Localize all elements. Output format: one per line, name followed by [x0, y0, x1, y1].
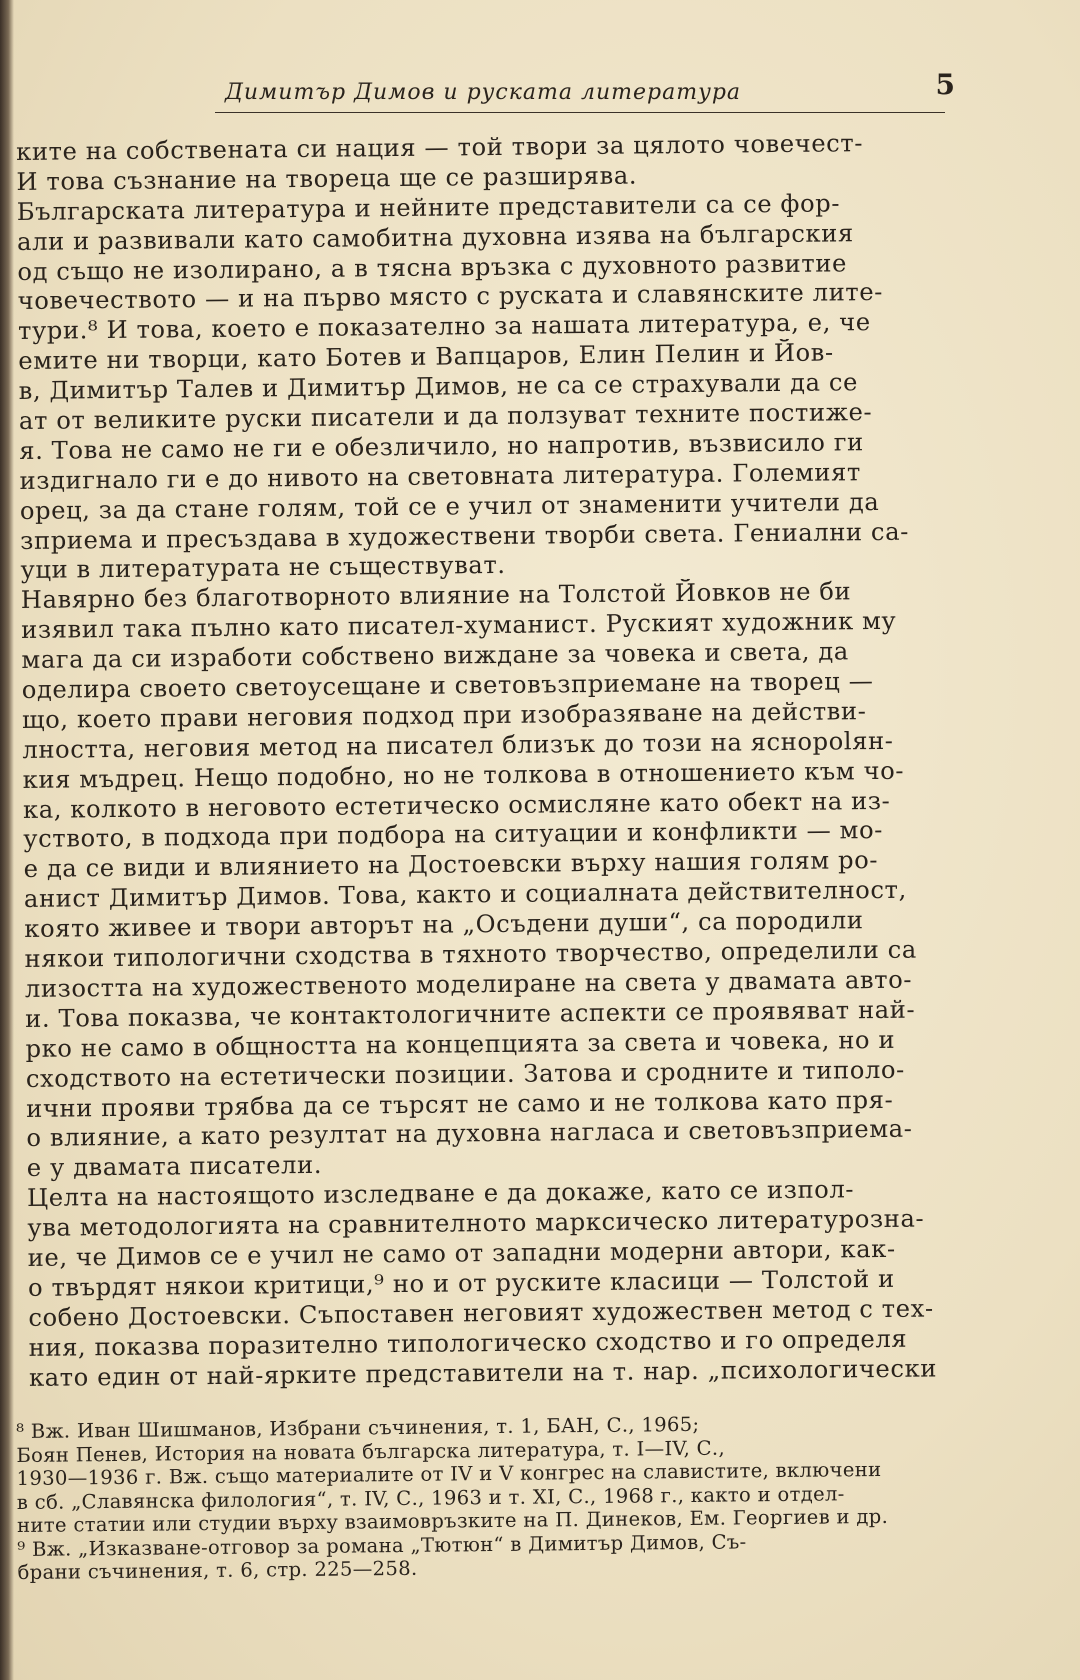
text-line: Целта на настоящото изследване е да докаже, като се изпол- [26, 1175, 855, 1213]
text-line: али и развивали като самобитна духовна изява на българския [16, 218, 854, 256]
page-number: 5 [935, 68, 955, 101]
text-line: о твърдят някои критици,⁹ но и от руските класици — Толстой и [27, 1264, 895, 1302]
text-line: зприема и пресъздава в художествени творби света. Гениални са- [20, 517, 910, 555]
footnote-line: 1930—1936 г. Вж. също материалите от IV и V конгрес на славистите, включени [16, 1457, 882, 1490]
text-line: е у двамата писатели. [26, 1151, 323, 1183]
text-line: и. Това показва, че контактологичните аспекти се проявяват най- [25, 995, 916, 1033]
text-line: като един от най-ярките представители на т. нар. „психологически [28, 1353, 938, 1392]
text-line: ките на собствената си нация — той твори за цялото човечест- [16, 129, 864, 166]
text-line: о влияние, а като резултат на духовна нагласа и световъзприема- [26, 1115, 913, 1153]
text-line: я. Това не само не ги е обезличило, но напротив, възвисило ги [19, 428, 864, 465]
text-line: сходството на естетически позиции. Затова и сродните и типоло- [25, 1055, 905, 1093]
text-line: която живее и твори авторът на „Осъдени души“, са породили [24, 906, 864, 944]
text-line: собено Достоевски. Съпоставен неговият художествен метод с тех- [28, 1294, 934, 1332]
text-line: Българската литература и нейните представители са се фор- [16, 189, 841, 226]
footnote-line: ните статии или студии върху взаимовръзките на П. Динеков, Ем. Георгиев и др. [16, 1504, 889, 1537]
text-line: лността, неговия метод на писател близък до този на ясноpolян- [22, 726, 894, 764]
text-line: рко не само в общността на концепцията за света и човека, но и [25, 1025, 896, 1063]
text-line: ат от великите руски писатели и да ползуват техните постиже- [18, 398, 873, 435]
page-header [215, 68, 955, 114]
text-line: тури.⁸ И това, което е показателно за нашата литература, е, че [17, 308, 871, 346]
running-head: Димитър Димов и руската литература [225, 80, 742, 105]
footnote-line: ⁹ Вж. „Изказване-отговор за романа „Тютюн“ в Димитър Димов, Съ- [17, 1529, 747, 1561]
text-line: човечеството — и на първо място с руската и славянските лите- [17, 278, 884, 316]
text-line: емите ни творци, като Ботев и Вапцаров, Елин Пелин и Йов- [18, 338, 834, 376]
text-line: ува методологията на сравнителното марксическо литературозна- [27, 1204, 925, 1243]
text-line: уци в литературата не съществуват. [20, 551, 506, 585]
binding-shadow [0, 0, 14, 1680]
text-line: изявил така пълно като писател-хуманист. Руският художник му [21, 607, 897, 645]
text-line: кия мъдрец. Нещо подобно, но не толкова в отношението към чо- [22, 756, 905, 794]
text-line: е да се види и влиянието на Достоевски върху нашия голям ро- [23, 846, 879, 884]
text-line: анист Димитър Димов. Това, както и социалната действителност, [23, 875, 907, 914]
text-line: в, Димитър Талев и Димитър Димов, не са се страхували да се [18, 368, 859, 406]
text-line: уството, в подхода при подбора на ситуации и конфликти — мо- [23, 816, 884, 854]
text-line: ния, показва поразително типологическо сходство и го определя [28, 1324, 908, 1362]
text-line: ие, че Димов се е учил не само от западни модерни автори, как- [27, 1234, 896, 1272]
header-rule [215, 112, 945, 113]
footnote-line: Боян Пенев, История на новата българска литература, т. I—IV, С., [16, 1436, 726, 1467]
text-line: мага да си изработи собствено виждане за човека и света, да [21, 637, 850, 675]
footnote-line: ⁸ Вж. Иван Шишманов, Избрани съчинения, т. 1, БАН, С., 1965; [16, 1412, 700, 1443]
body-text [16, 128, 977, 1393]
footnote-line: в сб. „Славянска филология“, т. IV, С., 1963 и т. XI, С., 1968 г., както и отдел- [16, 1481, 845, 1514]
text-line: някои типологични сходства в тяхното творчество, определили са [24, 935, 917, 974]
text-line: ични прояви трябва да се търсят не само и не толкова като пря- [26, 1085, 894, 1123]
footnote-line: брани съчинения, т. 6, стр. 225—258. [17, 1556, 418, 1584]
text-line: Навярно без благотворното влияние на Толстой Йовков не би [20, 577, 852, 615]
text-line: И това съзнание на твореца ще се разширява. [16, 161, 638, 196]
footnotes [16, 1410, 966, 1584]
text-line: издигнало ги е до нивото на световната литература. Големият [19, 457, 862, 495]
text-line: оделира своето светоусещане и световъзприемане на творец — [21, 667, 874, 705]
text-line: ка, колкото в неговото естетическо осмисляне като обект на из- [22, 786, 891, 824]
text-line: лизостта на художественото моделиране на света у двамата авто- [24, 965, 913, 1003]
text-line: що, което прави неговия подход при изобразяване на действи- [21, 697, 867, 734]
text-line: орец, за да стане голям, той се е учил от знаменити учители да [19, 487, 880, 525]
text-line: од също не изолирано, а в тясна връзка с духовното развитие [17, 248, 848, 286]
